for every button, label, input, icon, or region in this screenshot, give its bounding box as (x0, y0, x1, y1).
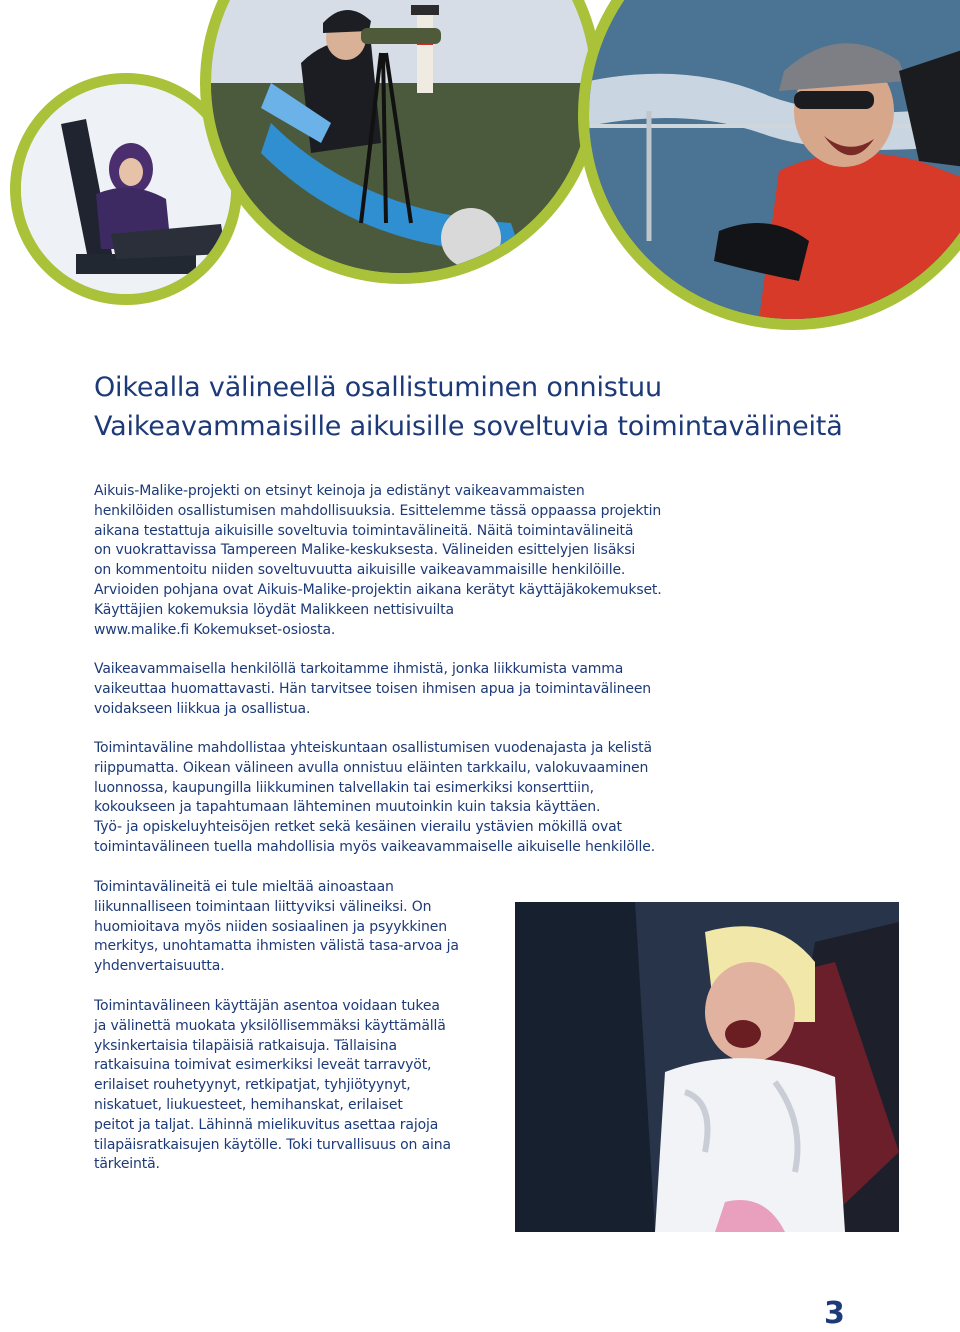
temporary-solutions-paragraph: Toimintavälineen käyttäjän asentoa voidaan tukea ja välinettä muokata yksilöllisemmäksi käyttämällä yksinkertaisia tilapäisiä ratkaisuja. Tällaisina ratkaisuina toimivat esimerkiksi leveät tarravyöt, erilaiset rouhetyynyt, retkipatjat, tyhjiötyynyt, niskatuet, liukuesteet, hemihanskat, erilaiset peitot ja taljat. Lähinnä mielikuvitus asettaa rajoja tilapäisratkaisujen käytölle. Toki turvallisuus on aina tärkeintä. (94, 998, 451, 1173)
boat-ride-photo (578, 0, 960, 330)
participation-paragraph: Toimintaväline mahdollistaa yhteiskuntaan osallistumisen vuodenajasta ja kelistä riippumatta. Oikean välineen avulla onnistuu eläinten tarkkailu, valokuvaaminen luonnossa, kaupungilla liikkuminen talvellakin tai esimerkiksi konserttiin, kokoukseen ja tapahtumaan lähteminen muutoinkin kuin taksia käyttäen. Työ- ja opiskeluyhteisöjen retket sekä kesäinen vierailu ystävien mökillä ovat toimintavälineen tuella mahdollisia myös vaikeavammaiselle aikuiselle henkilölle. (94, 740, 655, 855)
page-number: 3 (824, 1296, 845, 1331)
page-title: Oikealla välineellä osallistuminen onnistuu (94, 372, 662, 403)
social-meaning-paragraph: Toimintavälineitä ei tule mieltää ainoastaan liikunnalliseen toimintaan liittyviksi välineiksi. On huomioitava myös niiden sosiaalinen ja psyykkinen merkitys, unohtamatta ihmisten välistä tasa-arvoa ja yhdenvertaisuutta. (94, 879, 459, 975)
definition-paragraph: Vaikeavammaisella henkilöllä tarkoitamme ihmistä, jonka liikkumista vamma vaikeuttaa huomattavasti. Hän tarvitsee toisen ihmisen apua ja toimintavälineen voidakseen liikkua ja osallistua. (94, 661, 652, 717)
lighthouse-binoculars-photo (200, 0, 602, 284)
page-subtitle: Vaikeavammaisille aikuisille soveltuvia toimintavälineitä (94, 411, 843, 442)
laughing-woman-photo (515, 902, 899, 1232)
intro-paragraph: Aikuis-Malike-projekti on etsinyt keinoja ja edistänyt vaikeavammaisten henkilöiden osallistumisen mahdollisuuksia. Esittelemme tässä oppaassa projektin aikana testattuja aikuisille soveltuvia toimintavälineitä. Näitä toimintavälineitä on vuokrattavissa Tampereen Malike-keskuksesta. Välineiden esittelyjen lisäksi on kommentoitu niiden soveltuvuutta aikuisille vaikeavammaisille henkilöille. Arvioiden pohjana ovat Aikuis-Malike-projektin aikana kerätyt käyttäjäkokemukset. Käyttäjien kokemuksia löydät Malikkeen nettisivuilta www.malike.fi Kokemukset-osiosta. (94, 483, 662, 638)
